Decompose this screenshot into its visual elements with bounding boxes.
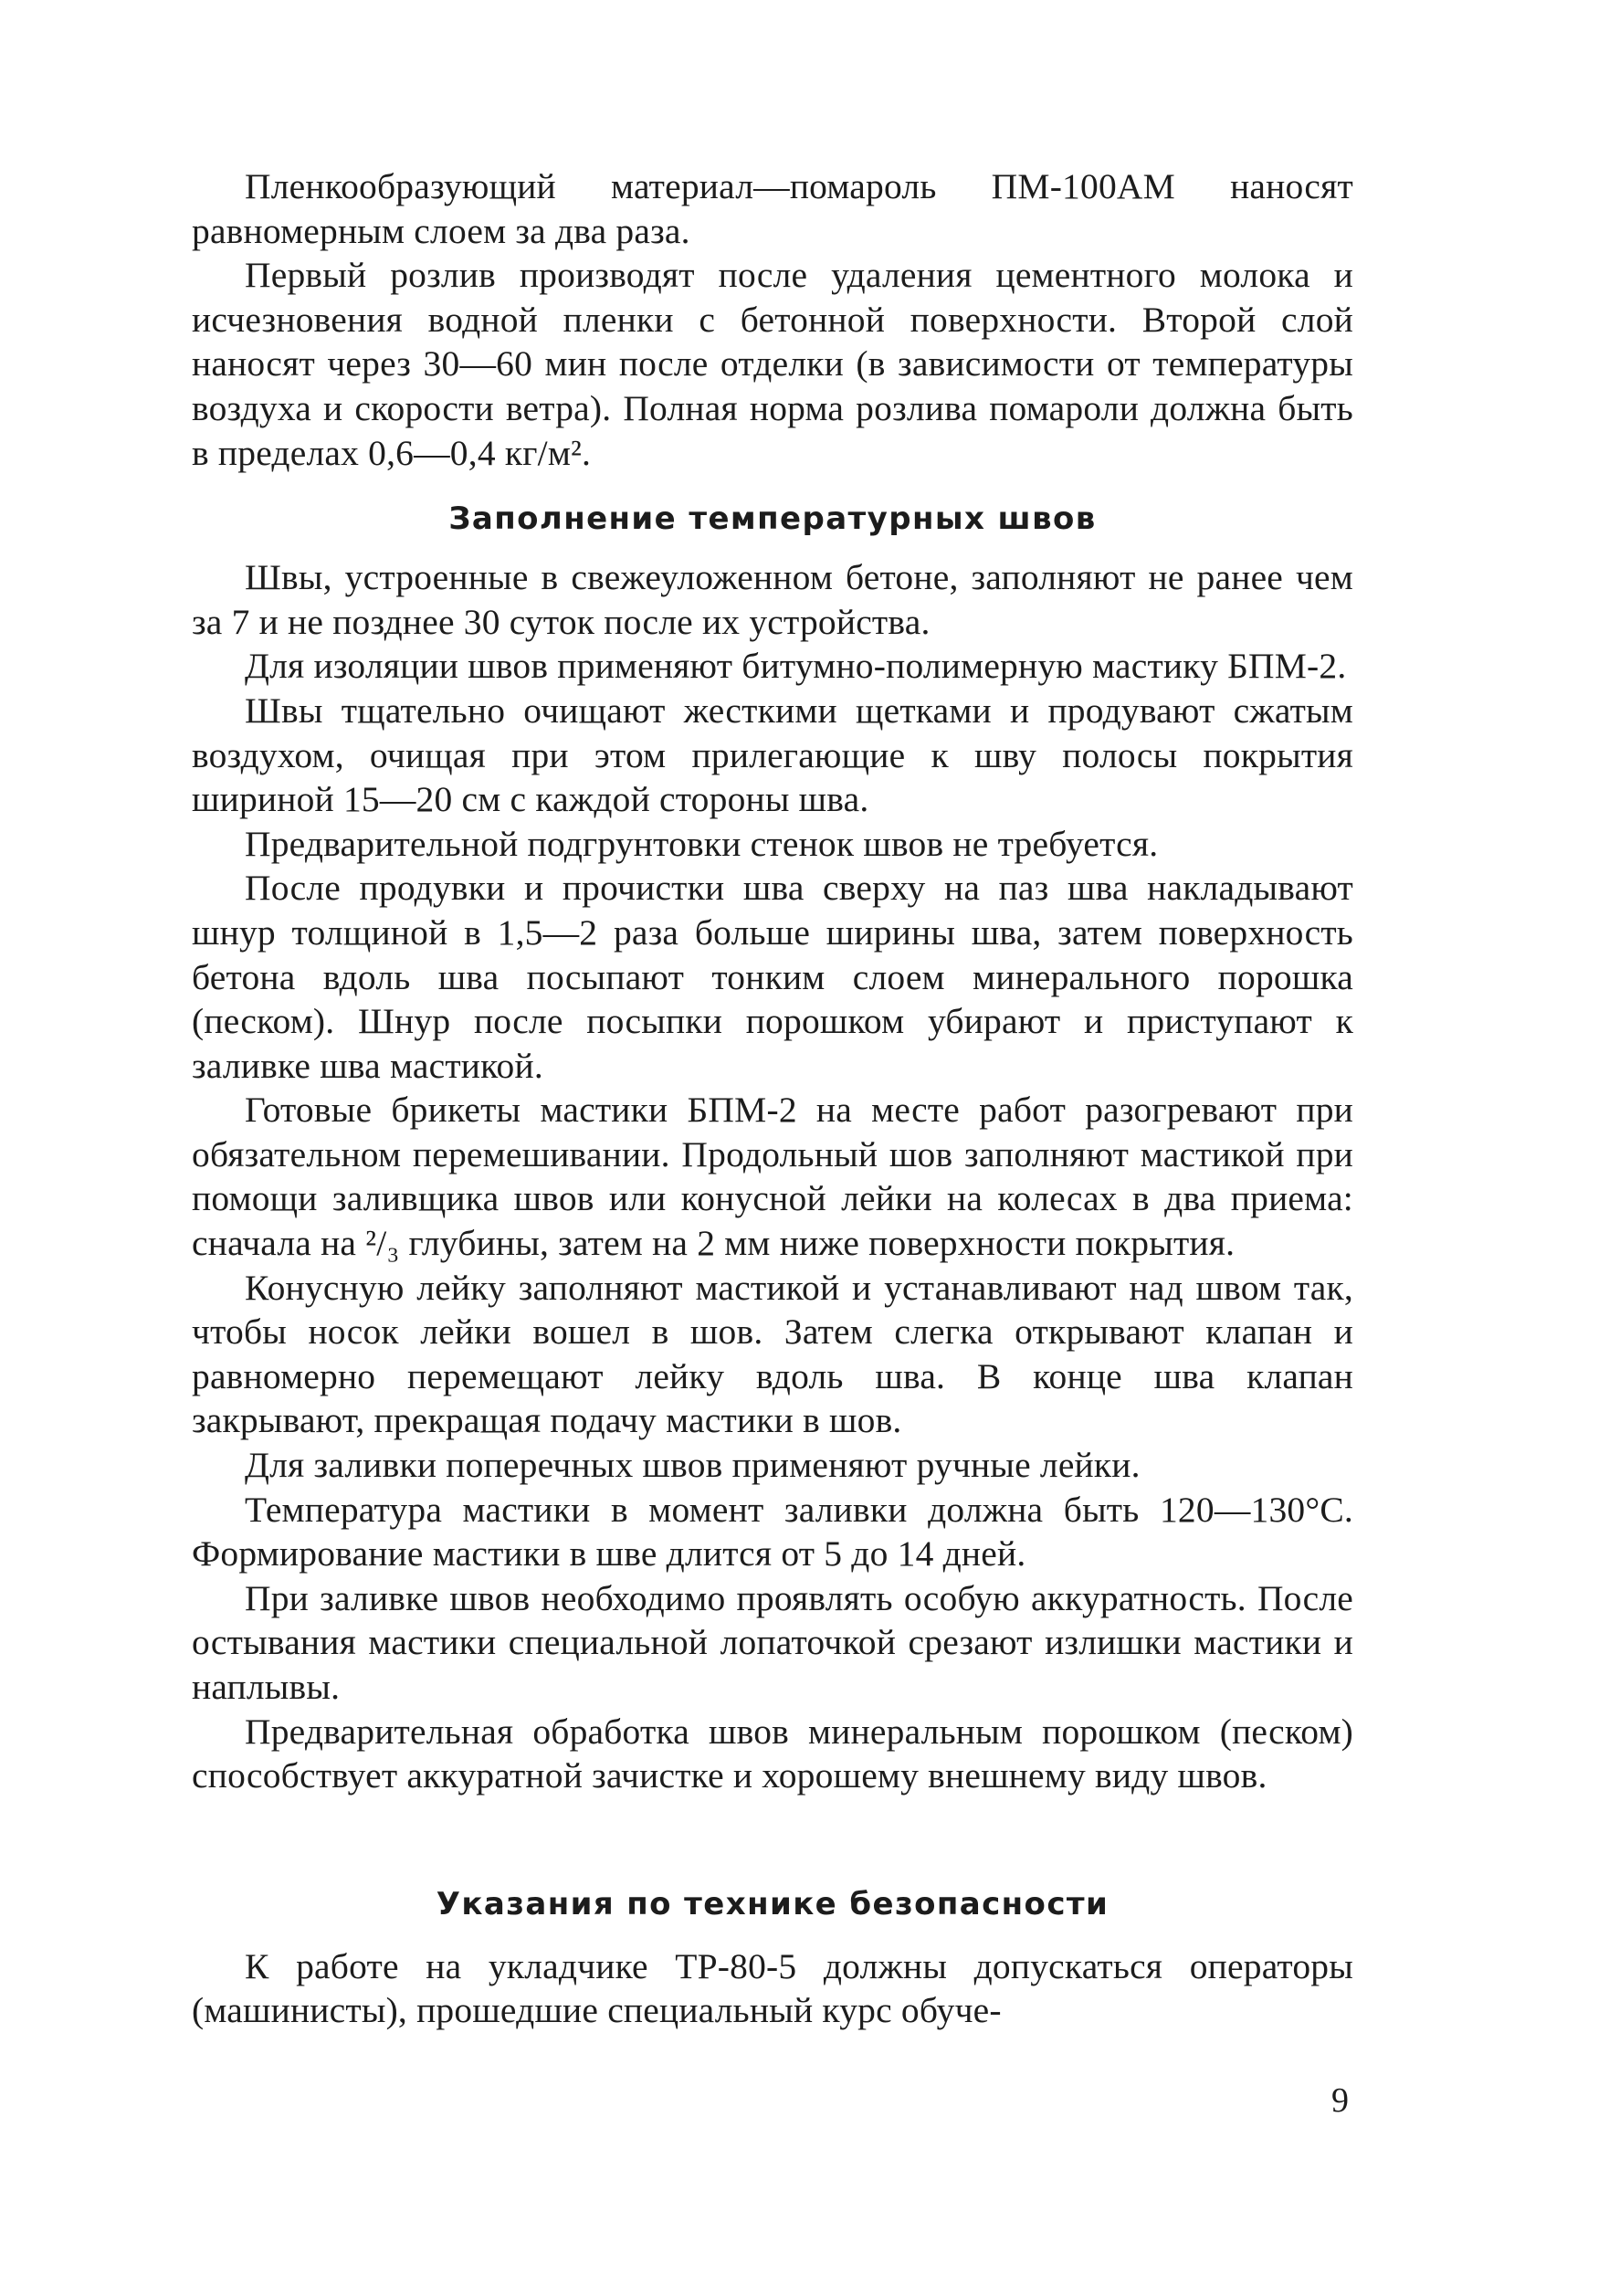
page-content	[192, 164, 1353, 2033]
paragraph: Первый розлив производят после удаления цементного молока и исчезновения водной пленки с бетонной поверхности. Второй слой наносят через 30—60 мин после отделки (в зависимости от температуры воздуха и скорости ветра). Полная норма розлива помароли должна быть в пределах 0,6—0,4 кг/м².	[192, 255, 1353, 473]
paragraph: Конусную лейку заполняют мастикой и устанавливают над швом так, чтобы носок лейки вошел в шов. Затем слегка открывают клапан и равномерно перемещают лейку вдоль шва. В конце шва клапан закрывают, прекращая подачу мастики в шов.	[192, 1267, 1353, 1441]
paragraph: Для заливки поперечных швов применяют ручные лейки.	[245, 1445, 1141, 1486]
paragraph: Предварительная обработка швов минеральным порошком (песком) способствует аккуратной зачистке и хорошему внешнему виду швов.	[192, 1711, 1353, 1796]
paragraph: Предварительной подгрунтовки стенок швов не требуется.	[245, 823, 1159, 864]
page-number: 9	[1331, 2081, 1349, 2120]
paragraph: К работе на укладчике ТР-80-5 должны допускаться операторы (машинисты), прошедшие специальный курс обуче-	[192, 1945, 1353, 2031]
paragraph: Швы тщательно очищают жесткими щетками и продувают сжатым воздухом, очищая при этом прилегающие к шву полосы покрытия шириной 15—20 см с каждой стороны шва.	[192, 690, 1353, 820]
paragraph: Готовые брикеты мастики БПМ-2 на месте работ разогревают при обязательном перемешивании. Продольный шов заполняют мастикой при помощи заливщика швов или конусной лейки на колесах в два приема: сначала на ²/₃ глубины, затем на 2 мм ниже поверхности покрытия.	[192, 1090, 1353, 1264]
paragraph: Для изоляции швов применяют битумно-полимерную мастику БПМ-2.	[245, 646, 1347, 687]
paragraph: После продувки и прочистки шва сверху на паз шва накладывают шнур толщиной в 1,5—2 раза больше ширины шва, затем поверхность бетона вдоль шва посыпают тонким слоем минерального порошка (песком). Шнур после посыпки порошком убирают и приступают к заливке шва мастикой.	[192, 868, 1353, 1086]
section-heading: Заполнение температурных швов	[448, 500, 1097, 538]
paragraph: Швы, устроенные в свежеуложенном бетоне, заполняют не ранее чем за 7 и не позднее 30 суток после их устройства.	[192, 557, 1353, 642]
paragraph: Температура мастики в момент заливки должна быть 120—130°С. Формирование мастики в шве длится от 5 до 14 дней.	[192, 1489, 1353, 1575]
paragraph: Пленкообразующий материал—помароль ПМ-100АМ наносят равномерным слоем за два раза.	[192, 166, 1353, 251]
section-heading: Указания по технике безопасности	[436, 1885, 1109, 1922]
paragraph: При заливке швов необходимо проявлять особую аккуратность. После остывания мастики специальной лопаточкой срезают излишки мастики и наплывы.	[192, 1577, 1353, 1707]
